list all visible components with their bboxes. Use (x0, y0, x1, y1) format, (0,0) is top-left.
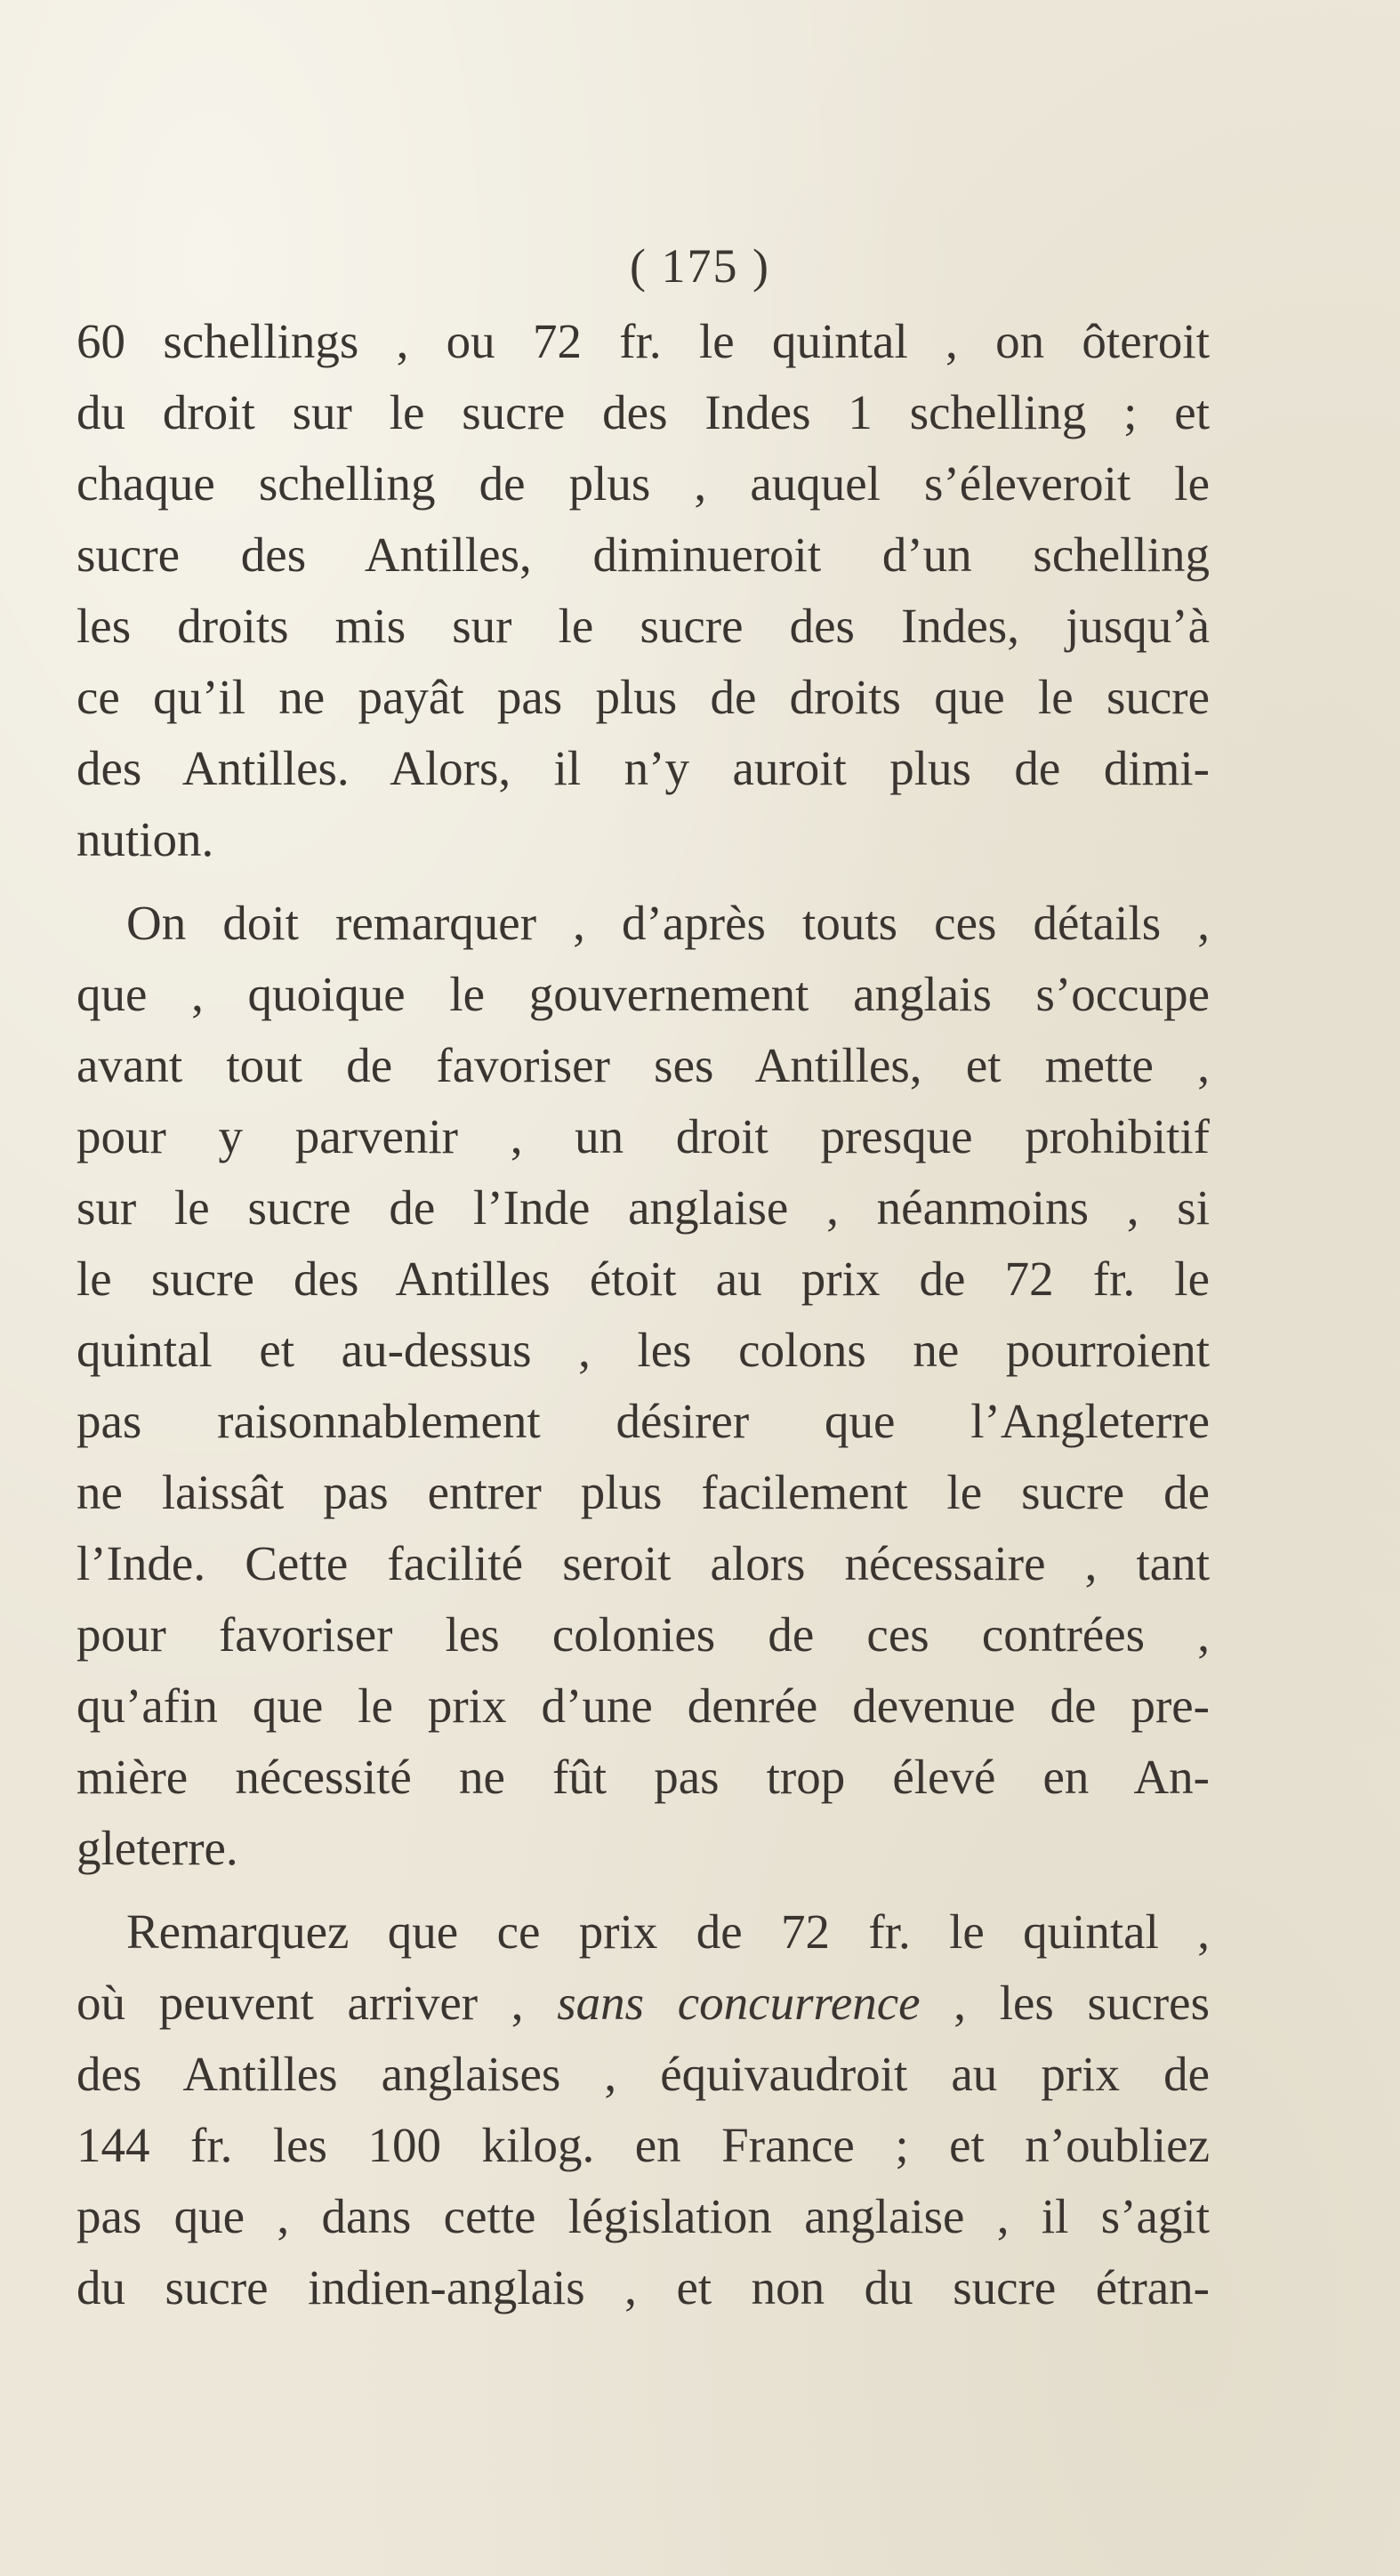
text-line: sur le sucre de l’Inde anglaise , néanmoins , si (76, 1180, 1210, 1235)
text-line: chaque schelling de plus , auquel s’éleveroit le (76, 456, 1210, 511)
text-line-with-italic (76, 1968, 1210, 2039)
text-line: que , quoique le gouvernement anglais s’occupe (76, 967, 1210, 1021)
text-line: nution. (76, 812, 214, 866)
text-line: l’Inde. Cette facilité seroit alors nécessaire , tant (76, 1536, 1210, 1590)
text-line: des Antilles. Alors, il n’y auroit plus de dimi- (76, 741, 1210, 795)
text-line: gleterre. (76, 1821, 238, 1875)
text-line: du droit sur le sucre des Indes 1 schelling ; et (76, 385, 1210, 439)
text-line: Remarquez que ce prix de 72 fr. le quintal , (126, 1904, 1210, 1959)
text-line: pour y parvenir , un droit presque prohibitif (76, 1109, 1210, 1163)
text-line: ne laissât pas entrer plus facilement le sucre de (76, 1465, 1210, 1519)
paragraph-gap (76, 875, 1210, 888)
italic-phrase: sans concurrence (557, 1976, 921, 2030)
text-line: mière nécessité ne fût pas trop élevé en An- (76, 1750, 1210, 1804)
text-line: sucre des Antilles, diminueroit d’un schelling (76, 527, 1210, 582)
text-line: pour favoriser les colonies de ces contrées , (76, 1607, 1210, 1662)
paragraph-3 (76, 1896, 1210, 2323)
text-line: On doit remarquer , d’après touts ces détails , (126, 896, 1210, 950)
text-line: 60 schellings , ou 72 fr. le quintal , on ôteroit (76, 314, 1210, 368)
paragraph-gap (76, 1884, 1210, 1896)
paragraph-1 (76, 306, 1210, 875)
text-line: pas raisonnablement désirer que l’Angleterre (76, 1394, 1210, 1448)
text-line: quintal et au-dessus , les colons ne pourroient (76, 1323, 1210, 1377)
text-line: pas que , dans cette législation anglaise , il s’agit (76, 2189, 1210, 2243)
paragraph-2 (76, 888, 1210, 1884)
text-line: des Antilles anglaises , équivaudroit au prix de (76, 2047, 1210, 2101)
page-number: ( 175 ) (630, 239, 770, 293)
text-run: , les sucres (920, 1976, 1210, 2030)
text-line: avant tout de favoriser ses Antilles, et mette , (76, 1038, 1210, 1092)
text-line: les droits mis sur le sucre des Indes, jusqu’à (76, 599, 1210, 653)
text-run: où peuvent arriver , (76, 1976, 558, 2030)
text-line: du sucre indien-anglais , et non du sucre étran- (76, 2260, 1210, 2314)
text-line: ce qu’il ne payât pas plus de droits que le sucre (76, 670, 1210, 724)
body-text (76, 306, 1210, 2323)
text-line: qu’afin que le prix d’une denrée devenue de pre- (76, 1678, 1210, 1733)
text-line: le sucre des Antilles étoit au prix de 72 fr. le (76, 1252, 1210, 1306)
text-line: 144 fr. les 100 kilog. en France ; et n’oubliez (76, 2118, 1210, 2172)
